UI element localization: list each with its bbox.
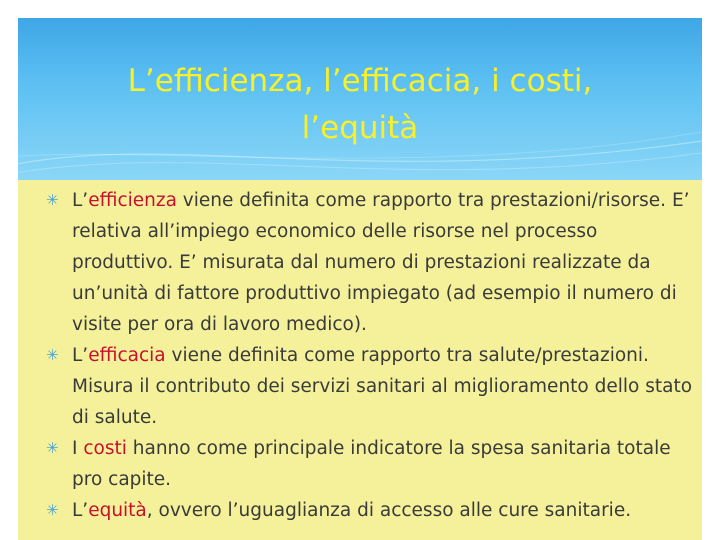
bullet-text: viene definita come rapporto tra salute/prestazioni. Misura il contributo dei servizi sanitari al miglioramento dello stato di salute. bbox=[72, 345, 693, 428]
bullet-prefix: L’ bbox=[72, 345, 89, 366]
content-area bbox=[18, 180, 702, 540]
bullet-text: , ovvero l’uguaglianza di accesso alle cure sanitarie. bbox=[146, 500, 632, 521]
term-costi: costi bbox=[83, 438, 127, 459]
slide-title-line-2: l’equità bbox=[301, 110, 419, 146]
bullet-item-efficienza bbox=[46, 185, 696, 340]
asterisk-bullet-icon: ✳ bbox=[46, 501, 59, 519]
asterisk-bullet-icon: ✳ bbox=[46, 191, 59, 209]
bullet-item-costi bbox=[46, 433, 696, 495]
bullet-prefix: L’ bbox=[72, 500, 89, 521]
bullet-item-equita bbox=[46, 495, 696, 526]
slide-title-line-1: L’efficienza, l’efficacia, i costi, bbox=[127, 63, 593, 99]
bullet-item-efficacia bbox=[46, 340, 696, 433]
term-equita: equità bbox=[88, 500, 147, 521]
slide-title bbox=[18, 58, 702, 152]
title-banner bbox=[18, 18, 702, 180]
term-efficienza: efficienza bbox=[88, 190, 177, 211]
term-efficacia: efficacia bbox=[88, 345, 166, 366]
asterisk-bullet-icon: ✳ bbox=[46, 346, 59, 364]
bullet-prefix: I bbox=[72, 438, 84, 459]
bullet-list bbox=[46, 185, 696, 526]
bullet-text: hanno come principale indicatore la spesa sanitaria totale pro capite. bbox=[72, 438, 671, 490]
asterisk-bullet-icon: ✳ bbox=[46, 439, 59, 457]
bullet-prefix: L’ bbox=[72, 190, 89, 211]
bullet-text: viene definita come rapporto tra prestazioni/risorse. E’ relativa all’impiego economico delle risorse nel processo produttivo. E’ misurata dal numero di prestazioni realizzate da un’unità di fattore produttivo impiegato (ad esempio il numero di visite per ora di lavoro medico). bbox=[72, 190, 690, 335]
